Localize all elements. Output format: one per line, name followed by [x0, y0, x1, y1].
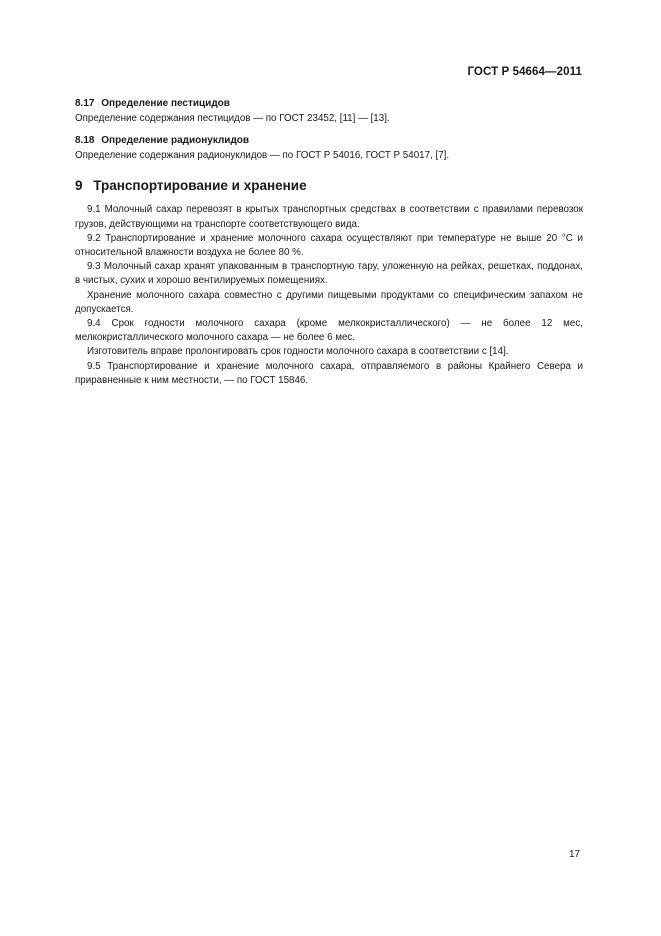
- paragraph-9-3-storage: Хранение молочного сахара совместно с другими пищевыми продуктами со специфическим запахом не допускается.: [75, 289, 583, 315]
- page-number: 17: [569, 849, 581, 860]
- section-title: Транспортирование и хранение: [93, 178, 307, 194]
- paragraph-9-1: 9.1 Молочный сахар перевозят в крытых транспортных средствах в соответствии с правилами перевозок грузов, действующими на транспорте соответствующего вида.: [75, 204, 583, 230]
- section-number: 9: [75, 178, 83, 194]
- subsection-title: Определение пестицидов: [101, 98, 230, 109]
- paragraph-9-4: 9.4 Срок годности молочного сахара (кроме мелкокристаллического) — не более 12 мес, мелкокристаллического молочного сахара — не более 6 мес.: [75, 318, 583, 344]
- paragraph-9-4-extension: Изготовитель вправе пролонгировать срок годности молочного сахара в соответствии с [14].: [87, 346, 509, 358]
- paragraph-9-5: 9.5 Транспортирование и хранение молочного сахара, отправляемого в районы Крайнего Севера и приравненные к ним местности, — по ГОСТ 15846.: [75, 360, 583, 386]
- paragraph-9-2: 9.2 Транспортирование и хранение молочного сахара осуществляют при температуре не выше 20 °С и относительной влажности воздуха не более 80 %.: [75, 232, 583, 259]
- subsection-number: 8.17: [75, 98, 95, 109]
- subsection-number: 8.18: [75, 135, 95, 147]
- page-content: [75, 96, 583, 388]
- paragraph-8-18: Определение содержания радионуклидов — по ГОСТ Р 54016, ГОСТ Р 54017, [7].: [75, 150, 450, 162]
- subsection-heading-8-18: [75, 133, 583, 149]
- paragraph-8-17: Определение содержания пестицидов — по ГОСТ 23452, [11] — [13].: [75, 113, 390, 124]
- document-code: ГОСТ Р 54664—2011: [467, 66, 582, 78]
- subsection-title: Определение радионуклидов: [101, 135, 250, 147]
- subsection-heading-8-17: [75, 96, 583, 112]
- paragraph-9-3: 9.3 Молочный сахар хранят упакованным в транспортную тару, уложенную на рейках, решетках, поддонах, в чистых, сухих и хорошо вентилируемых помещениях.: [75, 261, 583, 287]
- section-heading-9: [75, 177, 583, 195]
